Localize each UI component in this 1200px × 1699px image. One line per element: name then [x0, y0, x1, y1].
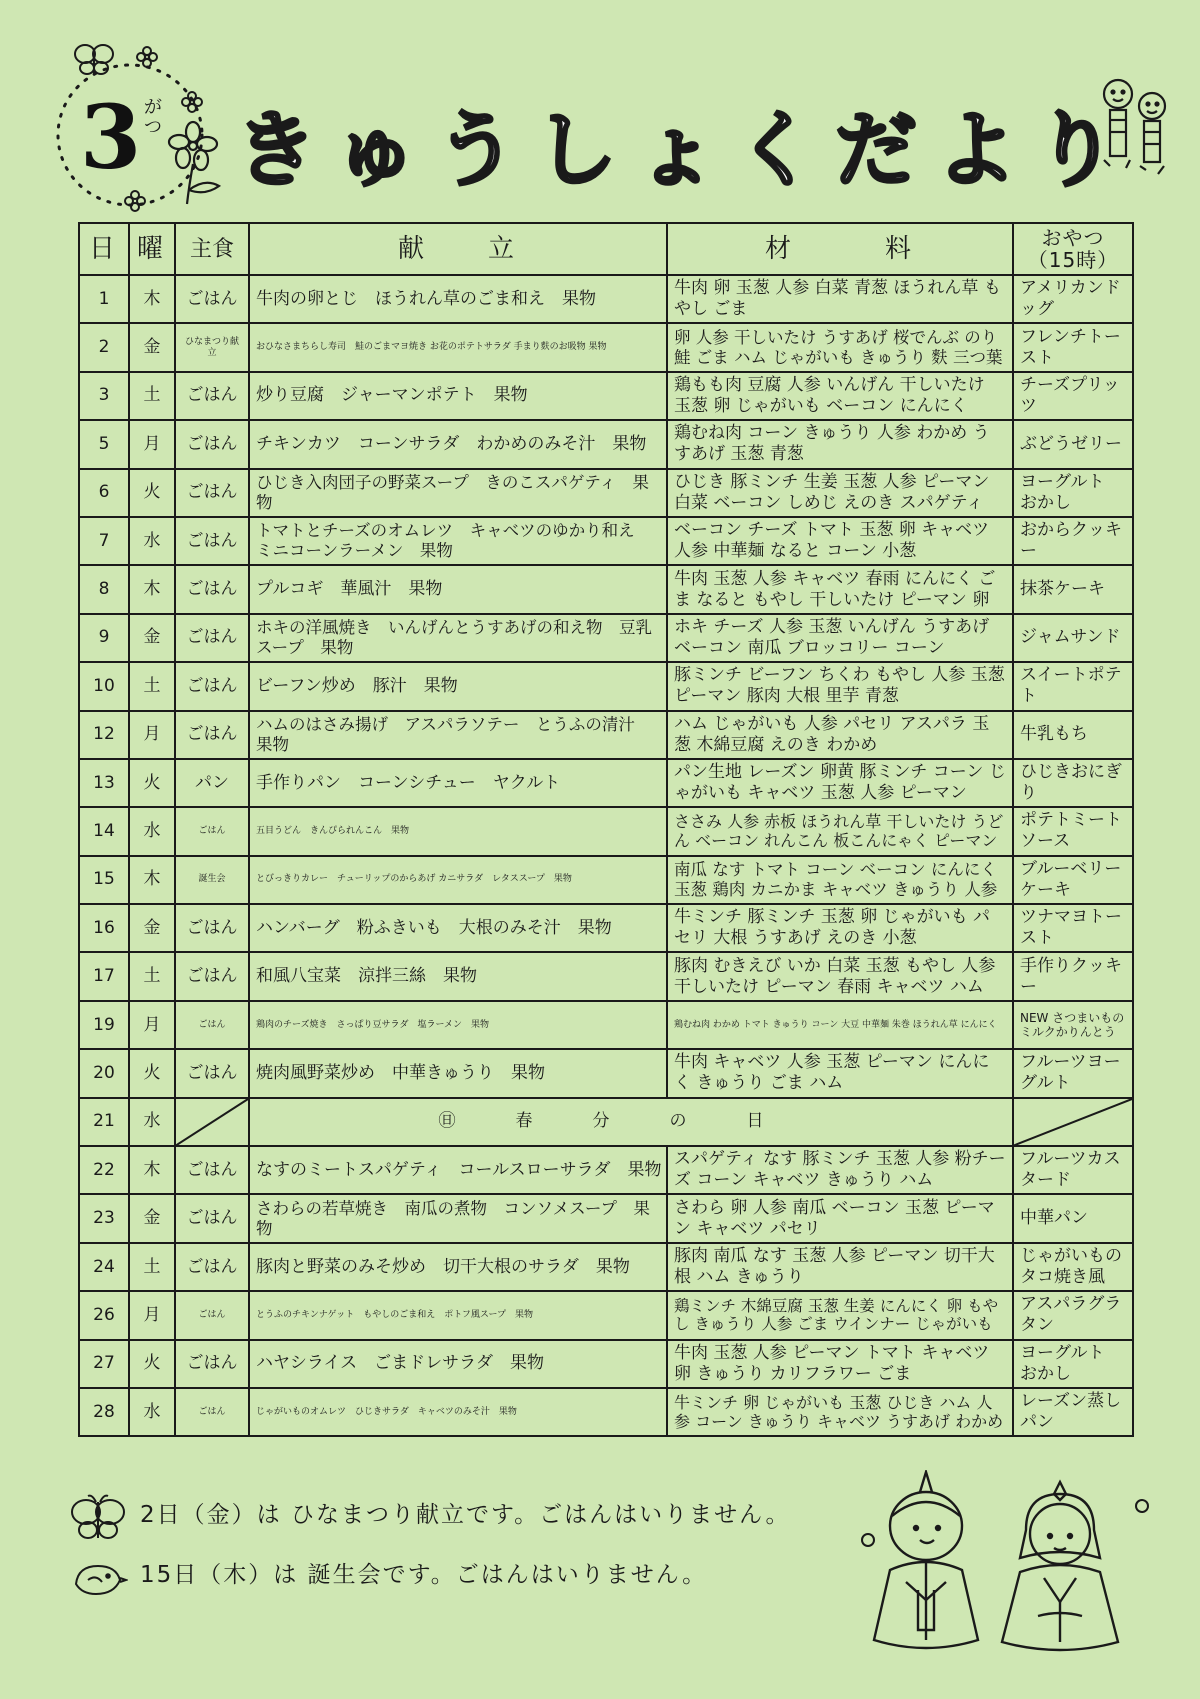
table-row	[79, 904, 1133, 952]
ingredients-cell: 鶏むね肉 わかめ トマト きゅうり コーン 大豆 中華麺 朱巻 ほうれん草 にんにく	[667, 1001, 1013, 1049]
staple-cell: ごはん	[175, 904, 249, 952]
staple-cell: 誕生会	[175, 856, 249, 904]
menu-cell: 鶏肉のチーズ焼き さっぱり豆サラダ 塩ラーメン 果物	[249, 1001, 667, 1049]
table-row	[79, 420, 1133, 468]
snack-cell: ぶどうゼリー	[1013, 420, 1133, 468]
day-cell: 24	[79, 1243, 129, 1291]
staple-cell: ごはん	[175, 372, 249, 420]
note-text: 15日（木）は 誕生会です。ごはんはいりません。	[140, 1562, 708, 1588]
weekday-cell: 金	[129, 614, 175, 662]
table-row	[79, 807, 1133, 855]
table-row	[79, 1340, 1133, 1388]
staple-cell: ごはん	[175, 565, 249, 613]
snack-cell: ジャムサンド	[1013, 614, 1133, 662]
table-row	[79, 759, 1133, 807]
col-snack-line2: （15時）	[1027, 248, 1119, 272]
snack-cell: アメリカンドッグ	[1013, 275, 1133, 323]
menu-cell: プルコギ 華風汁 果物	[249, 565, 667, 613]
menu-cell: ホキの洋風焼き いんげんとうすあげの和え物 豆乳スープ 果物	[249, 614, 667, 662]
weekday-cell: 木	[129, 275, 175, 323]
day-cell: 6	[79, 469, 129, 517]
ingredients-cell: 牛ミンチ 豚ミンチ 玉葱 卵 じゃがいも パセリ 大根 うすあげ えのき 小葱	[667, 904, 1013, 952]
table-row	[79, 1049, 1133, 1097]
page-title: きゅうしょくだより	[235, 103, 1136, 198]
menu-cell: なすのミートスパゲティ コールスローサラダ 果物	[249, 1146, 667, 1194]
staple-cell: ごはん	[175, 275, 249, 323]
ingredients-cell: 牛肉 キャベツ 人参 玉葱 ピーマン にんにく きゅうり ごま ハム	[667, 1049, 1013, 1097]
snack-cell: 牛乳もち	[1013, 711, 1133, 759]
table-row	[79, 565, 1133, 613]
staple-cell: ごはん	[175, 1243, 249, 1291]
day-cell: 17	[79, 952, 129, 1000]
staple-cell: ごはん	[175, 517, 249, 565]
menu-cell: 豚肉と野菜のみそ炒め 切干大根のサラダ 果物	[249, 1243, 667, 1291]
day-cell: 14	[79, 807, 129, 855]
staple-cell: ひなまつり献立	[175, 323, 249, 371]
table-row	[79, 372, 1133, 420]
snack-cell: じゃがいものタコ焼き風	[1013, 1243, 1133, 1291]
col-snack	[1013, 223, 1133, 275]
snack-cell: 中華パン	[1013, 1194, 1133, 1242]
menu-cell: ハヤシライス ごまドレサラダ 果物	[249, 1340, 667, 1388]
weekday-cell: 木	[129, 565, 175, 613]
snack-cell: ツナマヨトースト	[1013, 904, 1133, 952]
snack-cell: レーズン蒸しパン	[1013, 1388, 1133, 1436]
month-number: 3	[80, 85, 142, 189]
menu-cell: 炒り豆腐 ジャーマンポテト 果物	[249, 372, 667, 420]
staple-cell: ごはん	[175, 1388, 249, 1436]
flower-icon	[165, 120, 225, 210]
menu-cell: とうふのチキンナゲット もやしのごま和え ポトフ風スープ 果物	[249, 1291, 667, 1339]
staple-cell: ごはん	[175, 469, 249, 517]
ingredients-cell: 鶏もも肉 豆腐 人参 いんげん 干しいたけ 玉葱 卵 じゃがいも ベーコン にんにく	[667, 372, 1013, 420]
table-row	[79, 469, 1133, 517]
col-day: 日	[79, 223, 129, 275]
notes	[68, 1490, 848, 1610]
day-cell: 27	[79, 1340, 129, 1388]
ingredients-cell: 牛肉 玉葱 人参 ピーマン トマト キャベツ 卵 きゅうり カリフラワー ごま	[667, 1340, 1013, 1388]
flower-icon	[180, 90, 204, 114]
table-row	[79, 1194, 1133, 1242]
ingredients-cell: パン生地 レーズン 卵黄 豚ミンチ コーン じゃがいも キャベツ 玉葱 人参 ピーマン	[667, 759, 1013, 807]
weekday-cell: 月	[129, 420, 175, 468]
staple-cell: ごはん	[175, 420, 249, 468]
table-row	[79, 323, 1133, 371]
holiday-label: ㊐春分の日	[249, 1098, 1013, 1146]
staple-cell: ごはん	[175, 662, 249, 710]
day-cell: 3	[79, 372, 129, 420]
flower-icon	[124, 190, 146, 212]
weekday-cell: 木	[129, 856, 175, 904]
butterfly-icon	[72, 40, 116, 76]
day-cell: 26	[79, 1291, 129, 1339]
weekday-cell: 月	[129, 711, 175, 759]
col-ingredients: 材 料	[667, 223, 1013, 275]
weekday-cell: 火	[129, 469, 175, 517]
menu-cell: ひじき入肉団子の野菜スープ きのこスパゲティ 果物	[249, 469, 667, 517]
note-text: 2日（金）は ひなまつり献立です。ごはんはいりません。	[140, 1502, 791, 1528]
weekday-cell: 土	[129, 662, 175, 710]
table-row	[79, 275, 1133, 323]
day-cell: 20	[79, 1049, 129, 1097]
snack-cell: フルーツヨーグルト	[1013, 1049, 1133, 1097]
staple-cell: ごはん	[175, 807, 249, 855]
col-staple: 主食	[175, 223, 249, 275]
ingredients-cell: 南瓜 なす トマト コーン ベーコン にんにく 玉葱 鶏肉 カニかま キャベツ きゅうり 人参	[667, 856, 1013, 904]
staple-cell: ごはん	[175, 614, 249, 662]
menu-cell: おひなさまちらし寿司 鮭のごまマヨ焼き お花のポテトサラダ 手まり麩のお吸物 果物	[249, 323, 667, 371]
day-cell: 21	[79, 1098, 129, 1146]
table-row	[79, 856, 1133, 904]
table-row	[79, 711, 1133, 759]
hina-dolls-icon	[860, 1470, 1160, 1670]
ingredients-cell: さわら 卵 人参 南瓜 ベーコン 玉葱 ピーマン キャベツ パセリ	[667, 1194, 1013, 1242]
weekday-cell: 水	[129, 807, 175, 855]
weekday-cell: 火	[129, 1049, 175, 1097]
menu-cell: 五目うどん きんぴられんこん 果物	[249, 807, 667, 855]
table-row	[79, 1291, 1133, 1339]
menu-cell: ハンバーグ 粉ふきいも 大根のみそ汁 果物	[249, 904, 667, 952]
day-cell: 12	[79, 711, 129, 759]
ingredients-cell: スパゲティ なす 豚ミンチ 玉葱 人参 粉チーズ コーン キャベツ きゅうり ハム	[667, 1146, 1013, 1194]
weekday-cell: 月	[129, 1291, 175, 1339]
col-snack-line1: おやつ	[1041, 226, 1105, 250]
col-menu: 献 立	[249, 223, 667, 275]
staple-cell: ごはん	[175, 952, 249, 1000]
snack-cell: おからクッキー	[1013, 517, 1133, 565]
ingredients-cell: 牛肉 玉葱 人参 キャベツ 春雨 にんにく ごま なると もやし 干しいたけ ピーマン 卵	[667, 565, 1013, 613]
snack-cell: アスパラグラタン	[1013, 1291, 1133, 1339]
staple-cell: ごはん	[175, 1340, 249, 1388]
note-birthday	[68, 1550, 848, 1610]
table-row	[79, 614, 1133, 662]
bird-icon	[68, 1554, 128, 1602]
empty-slash-cell	[175, 1098, 249, 1146]
menu-cell: ハムのはさみ揚げ アスパラソテー とうふの清汁 果物	[249, 711, 667, 759]
weekday-cell: 土	[129, 1243, 175, 1291]
day-cell: 19	[79, 1001, 129, 1049]
staple-cell: ごはん	[175, 1291, 249, 1339]
ingredients-cell: ハム じゃがいも 人参 パセリ アスパラ 玉葱 木綿豆腐 えのき わかめ	[667, 711, 1013, 759]
table-row	[79, 1146, 1133, 1194]
staple-cell: ごはん	[175, 1146, 249, 1194]
day-cell: 22	[79, 1146, 129, 1194]
snack-cell: ヨーグルト おかし	[1013, 469, 1133, 517]
day-cell: 15	[79, 856, 129, 904]
menu-cell: 牛肉の卵とじ ほうれん草のごま和え 果物	[249, 275, 667, 323]
snack-cell: 抹茶ケーキ	[1013, 565, 1133, 613]
snack-cell: フレンチトースト	[1013, 323, 1133, 371]
menu-table	[78, 222, 1134, 1437]
day-cell: 2	[79, 323, 129, 371]
weekday-cell: 金	[129, 1194, 175, 1242]
weekday-cell: 土	[129, 372, 175, 420]
ingredients-cell: ひじき 豚ミンチ 生姜 玉葱 人参 ピーマン 白菜 ベーコン しめじ えのき スパゲティ	[667, 469, 1013, 517]
ingredients-cell: 豚ミンチ ビーフン ちくわ もやし 人参 玉葱 ピーマン 豚肉 大根 里芋 青葱	[667, 662, 1013, 710]
snack-cell: ひじきおにぎり	[1013, 759, 1133, 807]
butterfly-icon	[68, 1494, 128, 1542]
menu-cell: 手作りパン コーンシチュー ヤクルト	[249, 759, 667, 807]
ingredients-cell: 卵 人参 干しいたけ うすあげ 桜でんぶ のり 鮭 ごま ハム じゃがいも きゅうり 麩 三つ葉	[667, 323, 1013, 371]
weekday-cell: 金	[129, 323, 175, 371]
ingredients-cell: 牛肉 卵 玉葱 人参 白菜 青葱 ほうれん草 もやし ごま	[667, 275, 1013, 323]
weekday-cell: 月	[129, 1001, 175, 1049]
staple-cell: ごはん	[175, 1001, 249, 1049]
ingredients-cell: ベーコン チーズ トマト 玉葱 卵 キャベツ 人参 中華麺 なると コーン 小葱	[667, 517, 1013, 565]
ingredients-cell: ささみ 人参 赤板 ほうれん草 干しいたけ うどん ベーコン れんこん 板こんにゃく ピーマン	[667, 807, 1013, 855]
menu-cell: トマトとチーズのオムレツ キャベツのゆかり和え ミニコーンラーメン 果物	[249, 517, 667, 565]
weekday-cell: 火	[129, 759, 175, 807]
snack-cell: NEW さつまいものミルクかりんとう	[1013, 1001, 1133, 1049]
snack-cell: ブルーベリーケーキ	[1013, 856, 1133, 904]
ingredients-cell: ホキ チーズ 人参 玉葱 いんげん うすあげ ベーコン 南瓜 ブロッコリー コーン	[667, 614, 1013, 662]
header	[40, 30, 1170, 210]
ingredients-cell: 豚肉 むきえび いか 白菜 玉葱 もやし 人参 干しいたけ ピーマン 春雨 キャベツ ハム	[667, 952, 1013, 1000]
table-row	[79, 952, 1133, 1000]
weekday-cell: 水	[129, 1388, 175, 1436]
day-cell: 10	[79, 662, 129, 710]
ingredients-cell: 牛ミンチ 卵 じゃがいも 玉葱 ひじき ハム 人参 コーン きゅうり キャベツ うすあげ わかめ	[667, 1388, 1013, 1436]
ingredients-cell: 鶏ミンチ 木綿豆腐 玉葱 生姜 にんにく 卵 もやし きゅうり 人参 ごま ウインナー じゃがいも	[667, 1291, 1013, 1339]
ingredients-cell: 豚肉 南瓜 なす 玉葱 人参 ピーマン 切干大根 ハム きゅうり	[667, 1243, 1013, 1291]
ingredients-cell: 鶏むね肉 コーン きゅうり 人参 わかめ うすあげ 玉葱 青葱	[667, 420, 1013, 468]
menu-cell: じゃがいものオムレツ ひじきサラダ キャベツのみそ汁 果物	[249, 1388, 667, 1436]
menu-cell: 和風八宝菜 涼拌三絲 果物	[249, 952, 667, 1000]
day-cell: 5	[79, 420, 129, 468]
menu-cell: とびっきりカレー チューリップのからあげ カニサラダ レタススープ 果物	[249, 856, 667, 904]
snack-cell: チーズプリッツ	[1013, 372, 1133, 420]
weekday-cell: 火	[129, 1340, 175, 1388]
month-kana: がつ	[144, 97, 162, 138]
weekday-cell: 金	[129, 904, 175, 952]
weekday-cell: 水	[129, 1098, 175, 1146]
menu-cell: チキンカツ コーンサラダ わかめのみそ汁 果物	[249, 420, 667, 468]
staple-cell: パン	[175, 759, 249, 807]
table-row	[79, 1388, 1133, 1436]
day-cell: 7	[79, 517, 129, 565]
day-cell: 28	[79, 1388, 129, 1436]
note-hinamatsuri	[68, 1490, 848, 1550]
menu-cell: 焼肉風野菜炒め 中華きゅうり 果物	[249, 1049, 667, 1097]
kokeshi-icon	[1100, 70, 1172, 190]
table-row	[79, 662, 1133, 710]
menu-cell: さわらの若草焼き 南瓜の煮物 コンソメスープ 果物	[249, 1194, 667, 1242]
col-weekday: 曜	[129, 223, 175, 275]
day-cell: 13	[79, 759, 129, 807]
weekday-cell: 土	[129, 952, 175, 1000]
staple-cell: ごはん	[175, 711, 249, 759]
staple-cell: ごはん	[175, 1049, 249, 1097]
snack-cell: スイートポテト	[1013, 662, 1133, 710]
snack-cell: ポテトミートソース	[1013, 807, 1133, 855]
weekday-cell: 木	[129, 1146, 175, 1194]
snack-cell: 手作りクッキー	[1013, 952, 1133, 1000]
snack-cell: ヨーグルト おかし	[1013, 1340, 1133, 1388]
month-badge	[50, 40, 240, 210]
day-cell: 8	[79, 565, 129, 613]
empty-slash-cell	[1013, 1098, 1133, 1146]
table-row	[79, 1001, 1133, 1049]
table-header-row	[79, 223, 1133, 275]
menu-cell: ビーフン炒め 豚汁 果物	[249, 662, 667, 710]
day-cell: 16	[79, 904, 129, 952]
table-row	[79, 517, 1133, 565]
day-cell: 23	[79, 1194, 129, 1242]
flower-icon	[135, 45, 159, 69]
day-cell: 1	[79, 275, 129, 323]
snack-cell: フルーツカスタード	[1013, 1146, 1133, 1194]
weekday-cell: 水	[129, 517, 175, 565]
day-cell: 9	[79, 614, 129, 662]
staple-cell: ごはん	[175, 1194, 249, 1242]
table-row	[79, 1243, 1133, 1291]
holiday-row	[79, 1098, 1133, 1146]
